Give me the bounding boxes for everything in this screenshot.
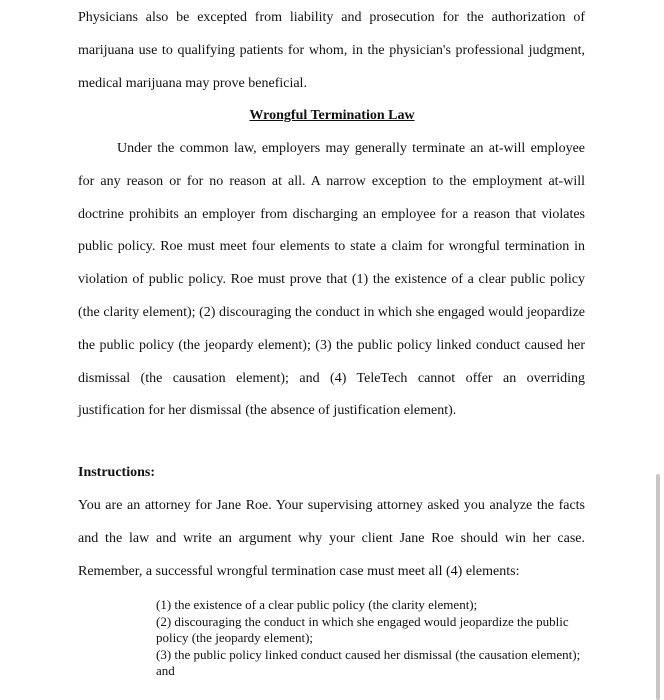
list-item: (2) discouraging the conduct in which she engaged would jeopardize the public policy (the jeopardy element);: [156, 613, 569, 645]
law-paragraph: Under the common law, employers may generally terminate an at-will employee for any reason or for no reason at all. A narrow exception to the employment at-will doctrine prohibits an employer from discharging an employee for a reason that violates public policy. Roe must meet four elements to state a claim for wrongful termination in violation of public policy. Roe must prove that (1) the existence of a clear public policy (the clarity element); (2) discouraging the conduct in which she engaged would jeopardize the public policy (the jeopardy element); (3) the public policy linked conduct caused her dismissal (the causation element); and (4) TeleTech cannot offer an overriding justification for her dismissal (the absence of justification element).: [78, 141, 585, 419]
elements-list: [156, 597, 586, 680]
intro-paragraph: Physicians also be excepted from liability and prosecution for the authorization of marijuana use to qualifying patients for whom, in the physician's professional judgment, medical marijuana may prove beneficial.: [78, 10, 585, 91]
scrollbar[interactable]: [656, 474, 660, 700]
section-heading: Wrongful Termination Law: [249, 108, 415, 123]
instructions-paragraph: You are an attorney for Jane Roe. Your supervising attorney asked you analyze the facts and the law and write an argument why your client Jane Roe should win her case. Remember, a successful wrongful termination case must meet all (4) elements:: [78, 498, 585, 579]
list-item: (1) the existence of a clear public policy (the clarity element);: [156, 597, 478, 612]
list-item: (3) the public policy linked conduct caused her dismissal (the causation element); and: [156, 646, 581, 678]
instructions-heading: Instructions:: [78, 465, 156, 480]
